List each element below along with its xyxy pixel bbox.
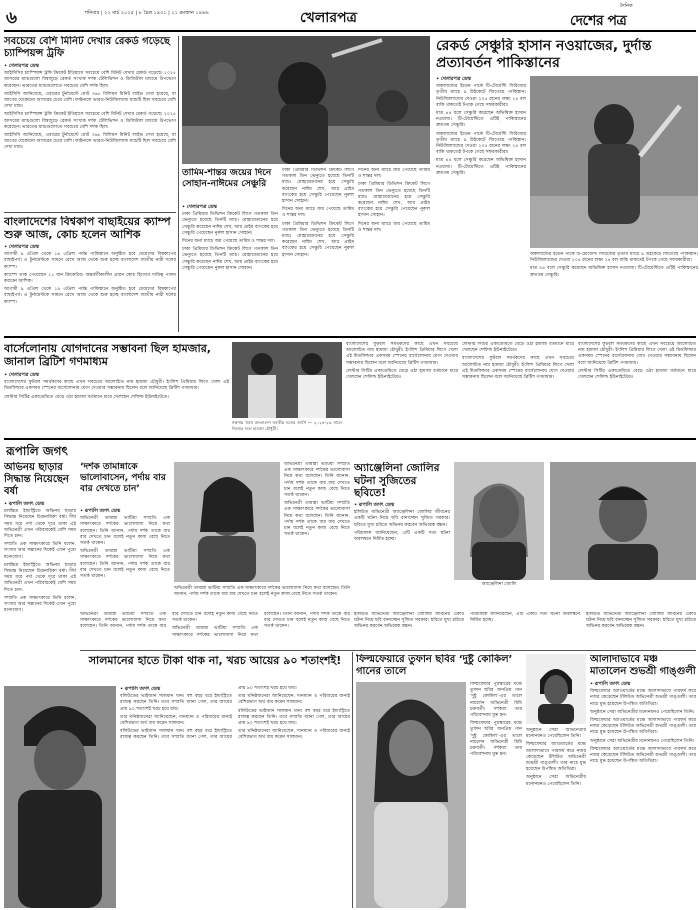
byline: • রূপালি জগৎ ডেস্ক (354, 502, 395, 508)
paragraph: ফিল্মফেয়ার অ্যাওয়ার্ডের মঞ্চে আলাদাভাবে পারফর্ম করে নজর কেড়েছেন টলিউড অভিনেত্রী শুভশ্রী গাঙ্গুলী। তার নাচে মুগ্ধ হয়েছেন উপস্থিত অতিথিরা। (590, 746, 696, 765)
paragraph: অভিনেত্রী তামান্না ভাটিয়া সম্প্রতি এক সাক্ষাৎকারে দর্শকের ভালোবাসা নিয়ে কথা বলেছেন। তিনি জানান, পর্দায় দর্শক তাকে বার বার দেখতে চান বলেই নতুন কাজ বেছে নিতে সতর্ক থাকেন। (284, 462, 350, 499)
paragraph: দিনের অন্য ম্যাচে জয় পেয়েছে তামিম ও শান্তর দল। (182, 239, 275, 245)
paragraph: আগামী ৯ এপ্রিল থেকে ১৯ এপ্রিল পর্যন্ত পাকিস্তানে অনুষ্ঠিত হবে মেয়েদের বিশ্বকাপের বাছাইপর্ব। এ টুর্নামেন্টকে সামনে রেখে আজ থেকে শুরু হচ্ছে বাংলাদেশ জাতীয় নারী দলের ক্যাম্প। (4, 252, 176, 270)
byline: • রূপালি জগৎ ডেস্ক (4, 501, 45, 507)
byline: • খেলারপত্র ডেস্ক (4, 63, 39, 69)
paragraph: বলিউডের ভাইজান সালমান খান। বহু বছর ধরে ইন্ডাস্ট্রিতে রাজত্ব করছেন তিনি। তবে সম্প্রতি জানা গেল, তার আয়ের প্রায় ৯০ শতাংশই খরচ হয়ে যায়। (120, 694, 232, 712)
paragraph: চলচ্চিত্র ইন্ডাস্ট্রিতে অভিনয় ছাড়ার সিদ্ধান্ত নিয়েছেন চিত্রনায়িকা বর্ষা। দীর্ঘ সময় ধরে পর্দা থেকে দূরে থাকা এই অভিনেত্রী এখন পরিবারকেই বেশি সময় দিতে চান। (4, 562, 76, 593)
hasan-continued (530, 252, 698, 332)
paragraph: বলিউডের ভাইজান সালমান খান। বহু বছর ধরে ইন্ডাস্ট্রিতে রাজত্ব করছেন তিনি। তবে সম্প্রতি জানা গেল, তার আয়ের প্রায় ৯০ শতাংশই খরচ হয়ে যায়। (120, 686, 297, 741)
article-tamim (182, 168, 430, 332)
salman-headline: সালমানের হাতে টাকা থাক না, খরচ আয়ের ৯০ শতাংশই! (88, 654, 342, 667)
paragraph: দিনের অন্য ম্যাচে জয় পেয়েছে তামিম ও শান্তর দল। (358, 221, 430, 233)
byline: • রূপালি জগৎ ডেস্ক (590, 681, 631, 687)
paragraph: অনুষ্ঠানে সেরা অভিনেত্রীর মনোনয়নও পেয়েছিলেন তিনি। (590, 709, 695, 715)
divider (80, 650, 696, 651)
newspaper-logo: দেশের পত্র (570, 13, 627, 29)
byline: • খেলারপত্র ডেস্ক (436, 76, 471, 82)
paragraph: বাংলাদেশের ফুটবল সমর্থকদের কাছে এখন সবচেয়ে আলোচিত নাম হামজা চৌধুরী। ইংলিশ প্রিমিয়ার লিগে খেলা এই মিডফিল্ডার একসময় স্পেনের বার্সেলোনায় যোগ দেওয়ার সম্ভাবনায় ছিলেন বলে জানিয়েছে ব্রিটিশ গণমাধ্যম। (578, 342, 696, 366)
paragraph: বাংলাদেশের ফুটবল সমর্থকদের কাছে এখন সবচেয়ে আলোচিত নাম হামজা চৌধুরী। ইংলিশ প্রিমিয়ার লিগে খেলা এই মিডফিল্ডার একসময় স্পেনের বার্সেলোনায় যোগ দেওয়ার সম্ভাবনায় ছিলেন বলে জানিয়েছে ব্রিটিশ গণমাধ্যম। (462, 356, 574, 381)
headline: সবচেয়ে বেশি মিনিট দেখার রেকর্ড গড়েছে চ্যাম্পিয়ন্স ট্রফি (4, 36, 170, 59)
paragraph: দিনের অন্য ম্যাচে জয় পেয়েছে তামিম ও শান্তর দল। (358, 168, 430, 180)
hasan-photo (530, 76, 698, 248)
headline: অভিনয় ছাড়ার সিদ্ধান্ত নিয়েছেন বর্ষা (4, 462, 69, 497)
salman-body (120, 686, 350, 908)
article-borsha (4, 462, 76, 682)
page-number: ৬ (6, 8, 18, 28)
paragraph: ফিল্মফেয়ার অ্যাওয়ার্ডের মঞ্চে আলাদাভাবে পারফর্ম করে নজর কেড়েছেন টলিউড অভিনেত্রী শুভশ্রী গাঙ্গুলী। তার নাচে মুগ্ধ হয়েছেন উপস্থিত অতিথিরা। (526, 742, 586, 773)
tamanna-photo (174, 462, 280, 582)
paragraph: অকল্যান্ডের ইডেন পার্কে টি-টোয়েন্টি সিরিজের তৃতীয় ম্যাচে ৯ উইকেটে জিতেছে পাকিস্তান। নিউজিল্যান্ডের দেওয়া ২০৫ রানের লক্ষ্য ২৪ বল বাকি থাকতেই টপকে গেছে সফরকারীরা। (530, 252, 698, 264)
paragraph: অভিনেত্রী তামান্না ভাটিয়া সম্প্রতি এক সাক্ষাৎকারে দর্শকের ভালোবাসা নিয়ে কথা বলেছেন। তিনি জানান, পর্দায় দর্শক তাকে বার বার দেখতে চান বলেই নতুন কাজ বেছে নিতে সতর্ক থাকেন। (80, 612, 258, 630)
paragraph: বলিউডের ভাইজান সালমান খান। বহু বছর ধরে ইন্ডাস্ট্রিতে রাজত্ব করছেন তিনি। তবে সম্প্রতি জানা গেল, তার আয়ের প্রায় ৯০ শতাংশই খরচ হয়ে যায়। (238, 708, 350, 727)
headline: বার্সেলোনায় যোগদানের সম্ভাবনা ছিল হামজার, জানাল ব্রিটিশ গণমাধ্যম (4, 342, 211, 368)
paragraph: বাংলাদেশের ফুটবল সমর্থকদের কাছে এখন সবচেয়ে আলোচিত নাম হামজা চৌধুরী। ইংলিশ প্রিমিয়ার লিগে খেলা এই মিডফিল্ডার একসময় স্পেনের বার্সেলোনায় যোগ দেওয়ার সম্ভাবনায় ছিলেন বলে জানিয়েছে ব্রিটিশ গণমাধ্যম। (346, 342, 458, 366)
article-tamanna (80, 462, 350, 610)
byline: • রূপালি জগৎ ডেস্ক (80, 508, 121, 514)
photo-caption: নকশায় হুবহু বাংলাদেশ জাতীয় দলের জার্সি — ২০২৫-২৬ সালে নিজের দলে হামজা চৌধুরী। (232, 420, 342, 431)
paragraph: হলিউড অভিনেত্রী অ্যাঞ্জেলিনা জোলির জীবনের একটি ঘটনা নিয়ে ছবি বানাচ্ছেন সুজিত সরকার। ছবিতে মুখ্য চরিত্রে অভিনয় করবেন অভিষেক বচ্চন। (354, 612, 464, 630)
paragraph: অনুষ্ঠানে সেরা অভিনেত্রীর মনোনয়নও পেয়েছিলেন তিনি। (526, 775, 586, 787)
ganguly-continued (526, 728, 586, 908)
masthead-divider (4, 30, 696, 32)
paragraph: দিনের অন্য ম্যাচে জয় পেয়েছে তামিম ও শান্তর দল। (282, 207, 354, 219)
paragraph: আইসিসি জানিয়েছে, এবারের টুর্নামেন্টে মোট ৩৬৮ বিলিয়ন মিনিট লাইভ দেখা হয়েছে, যা আগের যেকোনো আসরের চেয়ে বেশি। ফাইনালে ভারত-নিউজিল্যান্ড ম্যাচটি ছিল সবচেয়ে বেশি দেখা ম্যাচ। (4, 91, 176, 110)
headline: তামিম-শান্তর জয়ের দিনে সোহান-নাঈমের সেঞ্চুরি (182, 168, 272, 189)
byline: • খেলারপত্র ডেস্ক (4, 244, 39, 250)
column-rule (352, 652, 353, 908)
paragraph: অভিনেত্রী তামান্না ভাটিয়া সম্প্রতি এক সাক্ষাৎকারে দর্শকের ভালোবাসা নিয়ে কথা বলেছেন। তিনি জানান, পর্দায় দর্শক তাকে বার বার দেখতে চান বলেই নতুন কাজ বেছে নিতে সতর্ক থাকেন। (80, 516, 170, 547)
jolie-continued (354, 612, 696, 648)
article-champions (4, 36, 176, 214)
man-photo (550, 462, 696, 580)
paragraph: তার ঘনিষ্ঠজনেরা জানিয়েছেন, দানধ্যান ও পরিবারের জন্যই বেশিরভাগ অর্থ ব্যয় করেন সালমান। (238, 729, 350, 741)
paragraph: সম্প্রতি এক সাক্ষাৎকারে তিনি বলেন, সংসার আর সন্তানের দিকেই এখন পুরো মনোযোগ। (4, 542, 76, 560)
paragraph: মাত্র ৪৪ বলে সেঞ্চুরি করেছেন অভিষিক্ত হাসান নওয়াজ। টি-টোয়েন্টিতে এটিই পাকিস্তানের দ্রুততম সেঞ্চুরি। (436, 111, 526, 129)
paragraph: তার ঘনিষ্ঠজনেরা জানিয়েছেন, দানধ্যান ও পরিবারের জন্যই বেশিরভাগ অর্থ ব্যয় করেন সালমান। (120, 714, 232, 727)
divider (4, 212, 176, 213)
masthead (0, 0, 700, 30)
paragraph: ঢাকা প্রিমিয়ার ডিভিশন ক্রিকেট লিগে গতকাল তিন ভেন্যুতে হয়েছে তিনটি ম্যাচ। মোহামেডানের হয়ে সেঞ্চুরি করেছেন নাঈম শেখ, আর প্রাইম ব্যাংকের হয়ে সেঞ্চুরি পেয়েছেন নুরুল হাসান সোহান। (182, 212, 278, 236)
salman-photo (4, 686, 116, 908)
headline: ‘দর্শক তামান্নাকে ভালোবাসেন, পর্দায় বার বার দেখতে চান’ (80, 462, 166, 494)
paragraph: অভিনেত্রী তামান্না ভাটিয়া সম্প্রতি এক সাক্ষাৎকারে দর্শকের ভালোবাসা নিয়ে কথা বলেছেন। তিনি জানান, পর্দায় দর্শক তাকে বার বার দেখতে চান বলেই নতুন কাজ বেছে নিতে সতর্ক থাকেন। (174, 586, 350, 598)
section-rupali-title: রূপালি জগৎ (6, 444, 68, 458)
column-rule (178, 36, 179, 332)
paragraph: অনুষ্ঠানে সেরা অভিনেত্রীর মনোনয়নও পেয়েছিলেন তিনি। (526, 728, 586, 740)
paragraph: হলিউড অভিনেত্রী অ্যাঞ্জেলিনা জোলির জীবনের একটি ঘটনা নিয়ে ছবি বানাচ্ছেন সুজিত সরকার। ছবিতে মুখ্য চরিত্রে অভিনয় করবেন অভিষেক বচ্চন। (354, 510, 450, 528)
byline: • রূপালি জগৎ ডেস্ক (120, 686, 161, 692)
singer-photo (526, 654, 586, 724)
headline: অ্যাঞ্জেলিনা জোলির ঘটনা সুজিতের ছবিতে! (354, 462, 440, 499)
paragraph: অভিনেত্রী তামান্না ভাটিয়া সম্প্রতি এক সাক্ষাৎকারে দর্শকের ভালোবাসা নিয়ে কথা বলেছেন। তিনি জানান, পর্দায় দর্শক তাকে বার বার দেখতে চান বলেই নতুন কাজ বেছে নিতে সতর্ক থাকেন। (284, 501, 350, 538)
paragraph: আগামী ৯ এপ্রিল থেকে ১৯ এপ্রিল পর্যন্ত পাকিস্তানে অনুষ্ঠিত হবে মেয়েদের বিশ্বকাপের বাছাইপর্ব। এ টুর্নামেন্টকে সামনে রেখে আজ থেকে শুরু হচ্ছে বাংলাদেশ জাতীয় নারী দলের ক্যাম্প। (4, 287, 176, 305)
date-line: শনিবার | ২২ মার্চ ২০২৫ | ৮ চৈত্র ১৪৩১ | ২১ রমজান ১৪৪৬ (85, 10, 209, 16)
section-title: খেলারপত্র (300, 10, 357, 26)
jolie-photo (454, 462, 544, 580)
paragraph: মাত্র ৪৪ বলে সেঞ্চুরি করেছেন অভিষিক্ত হাসান নওয়াজ। টি-টোয়েন্টিতে এটিই পাকিস্তানের দ্রুততম সেঞ্চুরি। (436, 158, 526, 176)
byline: • খেলারপত্র ডেস্ক (182, 204, 217, 210)
paragraph: ফিল্মফেয়ার পুরস্কারের মঞ্চে তুফান ছবির জনপ্রিয় গান ‘দুষ্টু কোকিল’-এর তালে নাচলেন অভিনেত্রী মিমি চক্রবর্তী। দর্শকরা তার পরিবেশনায় মুগ্ধ হন। (470, 682, 522, 719)
paragraph: পরিচালক জানিয়েছেন, এটি একটি সত্য ঘটনা অবলম্বনে নির্মিত হচ্ছে। (470, 612, 580, 624)
paragraph: লেস্টার সিটির একাডেমিতে বেড়ে ওঠা হামজা বর্তমানে ধারে খেলছেন শেফিল্ড ইউনাইটেডে। (578, 368, 696, 381)
paragraph: ফিল্মফেয়ার পুরস্কারের মঞ্চে তুফান ছবির জনপ্রিয় গান ‘দুষ্টু কোকিল’-এর তালে নাচলেন অভিনেত্রী মিমি চক্রবর্তী। দর্শকরা তার পরিবেশনায় মুগ্ধ হন। (470, 721, 522, 758)
paragraph: আইসিসির চ্যাম্পিয়ন্স ট্রফি ক্রিকেট ইতিহাসে সবচেয়ে বেশি মিনিট দেখার রেকর্ড গড়েছে। ২০২৫ আসরের ম্যাচগুলো বিশ্বজুড়ে রেকর্ড সংখ্যক দর্শক টেলিভিশন ও ডিজিটাল মাধ্যমে উপভোগ করেছেন। ভারতের ম্যাচগুলোতে সবচেয়ে বেশি দর্শক ছিল। (4, 71, 176, 89)
article-hasan-body (436, 76, 526, 314)
batsman-photo (182, 36, 430, 164)
paragraph: তার ঘনিষ্ঠজনেরা জানিয়েছেন, দানধ্যান ও পরিবারের জন্যই বেশিরভাগ অর্থ ব্যয় করেন সালমান। (238, 694, 350, 706)
hamza-photo (232, 342, 342, 418)
article-jolie (354, 462, 696, 610)
paragraph: অকল্যান্ডের ইডেন পার্কে টি-টোয়েন্টি সিরিজের তৃতীয় ম্যাচে ৯ উইকেটে জিতেছে পাকিস্তান। নিউজিল্যান্ডের দেওয়া ২০৫ রানের লক্ষ্য ২৪ বল বাকি থাকতেই টপকে গেছে সফরকারীরা। (436, 131, 526, 156)
paragraph: সম্প্রতি এক সাক্ষাৎকারে তিনি বলেন, সংসার আর সন্তানের দিকেই এখন পুরো মনোযোগ। (4, 595, 76, 614)
article-ganguly (590, 654, 696, 908)
section-divider (4, 336, 696, 338)
paragraph: ঢাকা প্রিমিয়ার ডিভিশন ক্রিকেট লিগে গতকাল তিন ভেন্যুতে হয়েছে তিনটি ম্যাচ। মোহামেডানের হয়ে সেঞ্চুরি করেছেন নাঈম শেখ, আর প্রাইম ব্যাংকের হয়ে সেঞ্চুরি পেয়েছেন নুরুল হাসান সোহান। (182, 247, 278, 271)
paragraph: চলচ্চিত্র ইন্ডাস্ট্রিতে অভিনয় ছাড়ার সিদ্ধান্ত নিয়েছেন চিত্রনায়িকা বর্ষা। দীর্ঘ সময় ধরে পর্দা থেকে দূরে থাকা এই অভিনেত্রী এখন পরিবারকেই বেশি সময় দিতে চান। (4, 509, 76, 540)
tamanna-continued (80, 612, 350, 648)
paragraph: অনুষ্ঠানে সেরা অভিনেত্রীর মনোনয়নও পেয়েছিলেন তিনি। (590, 738, 695, 744)
paragraph: মাত্র ৪৪ বলে সেঞ্চুরি করেছেন অভিষিক্ত হাসান নওয়াজ। টি-টোয়েন্টিতে এটিই পাকিস্তানের দ্রুততম সেঞ্চুরি। (530, 266, 698, 278)
paragraph: ঢাকা প্রিমিয়ার ডিভিশন ক্রিকেট লিগে গতকাল তিন ভেন্যুতে হয়েছে তিনটি ম্যাচ। মোহামেডানের হয়ে সেঞ্চুরি করেছেন নাঈম শেখ, আর প্রাইম ব্যাংকের হয়ে সেঞ্চুরি পেয়েছেন নুরুল হাসান সোহান। (358, 182, 430, 219)
paragraph: ফিল্মফেয়ার অ্যাওয়ার্ডের মঞ্চে আলাদাভাবে পারফর্ম করে নজর কেড়েছেন টলিউড অভিনেত্রী শুভশ্রী গাঙ্গুলী। তার নাচে মুগ্ধ হয়েছেন উপস্থিত অতিথিরা। (590, 689, 696, 707)
koel-headline: ফিল্মফেয়ারে তুফান ছবির ‘দুষ্টু কোকিল’ গানের তালে (356, 654, 513, 677)
hasan-headline: রেকর্ড সেঞ্চুরি হাসান নওয়াজের, দুর্দান্ত প্রত্যাবর্তন পাকিস্তানের (436, 38, 652, 71)
headline: আলাদাভাবে মঞ্চ মাতালেন শুভশ্রী গাঙ্গুলী (590, 654, 696, 677)
logo-prefix: দৈনিক (620, 3, 633, 9)
paragraph: আইসিসি জানিয়েছে, এবারের টুর্নামেন্টে মোট ৩৬৮ বিলিয়ন মিনিট লাইভ দেখা হয়েছে, যা আগের যেকোনো আসরের চেয়ে বেশি। ফাইনালে ভারত-নিউজিল্যান্ড ম্যাচটি ছিল সবচেয়ে বেশি দেখা ম্যাচ। (4, 133, 176, 151)
article-cricket-team (4, 216, 176, 332)
paragraph: অভিনেত্রী তামান্না ভাটিয়া সম্প্রতি এক সাক্ষাৎকারে দর্শকের ভালোবাসা নিয়ে কথা বলেছেন। তিনি জানান, পর্দায় দর্শক তাকে বার বার দেখতে চান বলেই নতুন কাজ বেছে নিতে সতর্ক থাকেন। (172, 612, 350, 638)
byline: • খেলারপত্র ডেস্ক (4, 372, 39, 378)
paragraph: লেস্টার সিটির একাডেমিতে বেড়ে ওঠা হামজা বর্তমানে ধারে খেলছেন শেফিল্ড ইউনাইটেডে। (4, 394, 169, 400)
photo-caption: অ্যাঞ্জেলিনা জোলি (481, 582, 517, 587)
paragraph: হলিউড অভিনেত্রী অ্যাঞ্জেলিনা জোলির জীবনের একটি ঘটনা নিয়ে ছবি বানাচ্ছেন সুজিত সরকার। ছবিতে মুখ্য চরিত্রে অভিনয় করবেন অভিষেক বচ্চন। (586, 612, 696, 630)
section-divider (4, 438, 696, 440)
article-hamza (4, 342, 696, 434)
paragraph: ঢাকা প্রিমিয়ার ডিভিশন ক্রিকেট লিগে গতকাল তিন ভেন্যুতে হয়েছে তিনটি ম্যাচ। মোহামেডানের হয়ে সেঞ্চুরি করেছেন নাঈম শেখ, আর প্রাইম ব্যাংকের হয়ে সেঞ্চুরি পেয়েছেন নুরুল হাসান সোহান। (282, 221, 354, 258)
paragraph: পরিচালক জানিয়েছেন, এটি একটি সত্য ঘটনা অবলম্বনে নির্মিত হচ্ছে। (354, 530, 450, 543)
paragraph: লেস্টার সিটির একাডেমিতে বেড়ে ওঠা হামজা বর্তমানে ধারে খেলছেন শেফিল্ড ইউনাইটেডে। (346, 368, 458, 381)
paragraph: আইসিসির চ্যাম্পিয়ন্স ট্রফি ক্রিকেট ইতিহাসে সবচেয়ে বেশি মিনিট দেখার রেকর্ড গড়েছে। ২০২৫ আসরের ম্যাচগুলো বিশ্বজুড়ে রেকর্ড সংখ্যক দর্শক টেলিভিশন ও ডিজিটাল মাধ্যমে উপভোগ করেছেন। ভারতের ম্যাচগুলোতে সবচেয়ে বেশি দর্শক ছিল। (4, 112, 176, 130)
paragraph: ক্যাম্পে ডাক পেয়েছেন ২১ জন ক্রিকেটার। অন্তর্বর্তীকালীন প্রধান কোচ হিসেবে দায়িত্ব পালন করবেন আশিক। (4, 272, 176, 285)
paragraph: বাংলাদেশের ফুটবল সমর্থকদের কাছে এখন সবচেয়ে আলোচিত নাম হামজা চৌধুরী। ইংলিশ প্রিমিয়ার লিগে খেলা এই মিডফিল্ডার একসময় স্পেনের বার্সেলোনায় যোগ দেওয়ার সম্ভাবনায় ছিলেন বলে জানিয়েছে ব্রিটিশ গণমাধ্যম। (4, 380, 229, 392)
koel-body (470, 682, 522, 908)
headline: বাংলাদেশের বিশ্বকাপ বাছাইয়ের ক্যাম্প শুরু আজ, কোচ হলেন আশিক (4, 216, 171, 241)
paragraph: ফিল্মফেয়ার অ্যাওয়ার্ডের মঞ্চে আলাদাভাবে পারফর্ম করে নজর কেড়েছেন টলিউড অভিনেত্রী শুভশ্রী গাঙ্গুলী। তার নাচে মুগ্ধ হয়েছেন উপস্থিত অতিথিরা। (590, 718, 696, 736)
paragraph: অকল্যান্ডের ইডেন পার্কে টি-টোয়েন্টি সিরিজের তৃতীয় ম্যাচে ৯ উইকেটে জিতেছে পাকিস্তান। নিউজিল্যান্ডের দেওয়া ২০৫ রানের লক্ষ্য ২৪ বল বাকি থাকতেই টপকে গেছে সফরকারীরা। (436, 84, 526, 108)
paragraph: অভিনেত্রী তামান্না ভাটিয়া সম্প্রতি এক সাক্ষাৎকারে দর্শকের ভালোবাসা নিয়ে কথা বলেছেন। তিনি জানান, পর্দায় দর্শক তাকে বার বার দেখতে চান বলেই নতুন কাজ বেছে নিতে সতর্ক থাকেন। (80, 549, 170, 580)
paragraph: ঢাকা প্রিমিয়ার ডিভিশন ক্রিকেট লিগে গতকাল তিন ভেন্যুতে হয়েছে তিনটি ম্যাচ। মোহামেডানের হয়ে সেঞ্চুরি করেছেন নাঈম শেখ, আর প্রাইম ব্যাংকের হয়ে সেঞ্চুরি পেয়েছেন নুরুল হাসান সোহান। (282, 168, 354, 205)
koel-photo (356, 682, 466, 908)
paragraph: লেস্টার সিটির একাডেমিতে বেড়ে ওঠা হামজা বর্তমানে ধারে খেলছেন শেফিল্ড ইউনাইটেডে। (462, 342, 574, 354)
